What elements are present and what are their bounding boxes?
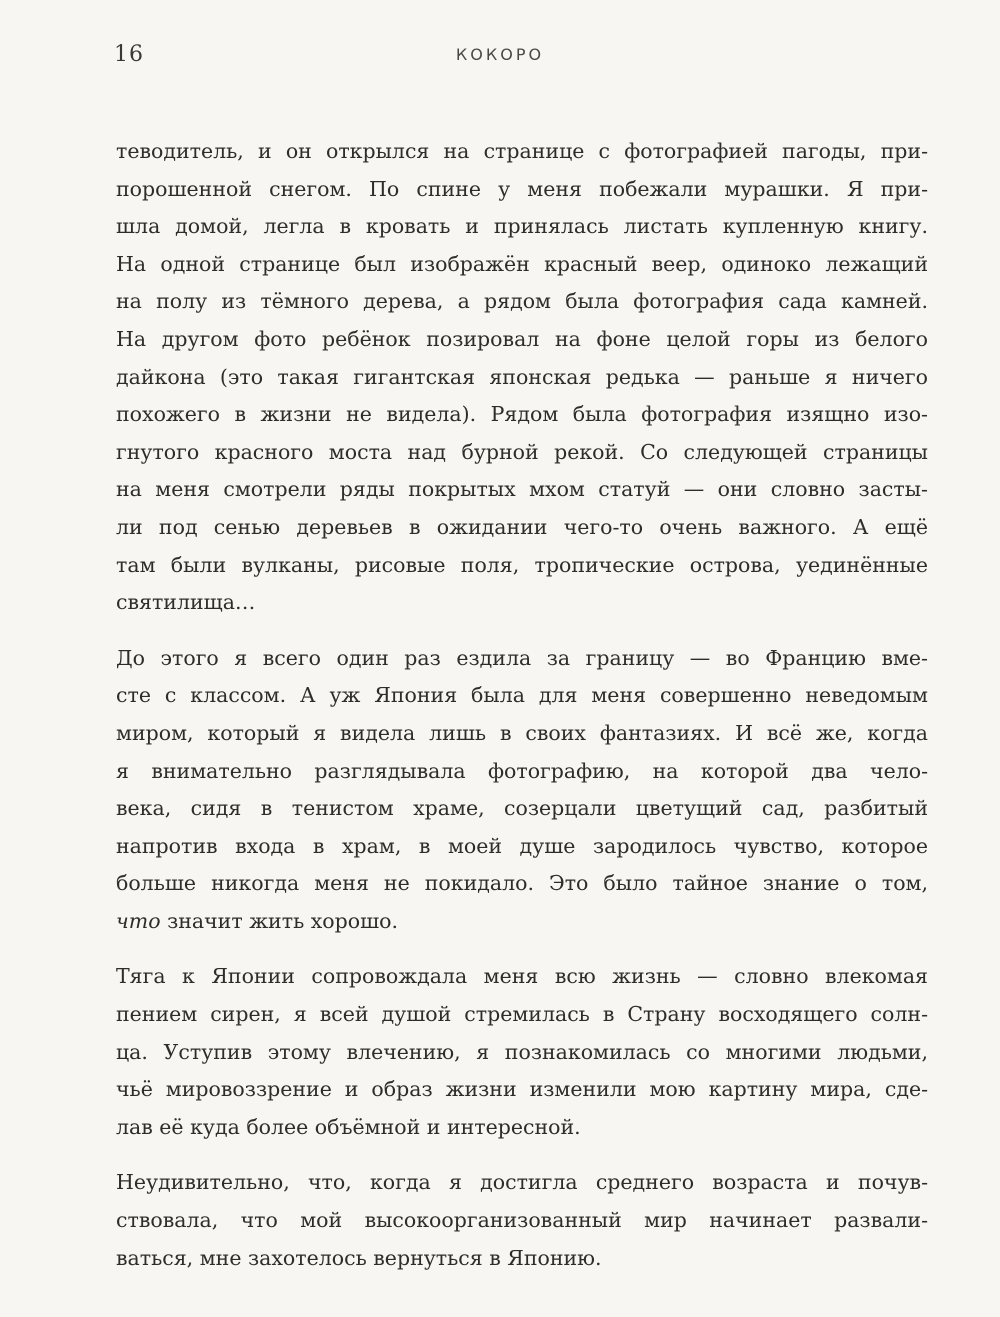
paragraph-2 [116,640,928,941]
text-line: ствовала, что мой высокоорганизованный мир начинает развали- [116,1208,928,1233]
text-line: Неудивительно, что, когда я достигла среднего возраста и почув- [116,1170,928,1195]
running-title: КОКОРО [455,45,545,64]
text-fragment: значит жить хорошо. [160,908,399,933]
text-line: сте с классом. А уж Япония была для меня совершенно неведомым [116,683,928,708]
paragraph-3 [116,958,928,1146]
text-line: на полу из тёмного дерева, а рядом была фотография сада камней. [116,289,928,314]
text-line: гнутого красного моста над бурной рекой. Со следующей страницы [116,439,928,464]
text-line: ваться, мне захотелось вернуться в Японию. [116,1245,602,1270]
text-line: дайкона (это такая гигантская японская редька — раньше я ничего [116,364,928,389]
text-line: пением сирен, я всей душой стремилась в Страну восходящего солн- [116,1002,928,1027]
text-line: святилища… [116,590,256,615]
text-line: Тяга к Японии сопровождала меня всю жизнь — словно влекомая [116,964,928,989]
page-number: 16 [114,42,144,67]
italic-word: что [116,908,161,933]
paragraph-4 [116,1164,928,1277]
text-line: я внимательно разглядывала фотографию, на которой два чело- [116,758,928,783]
text-line: До этого я всего один раз ездила за границу — во Францию вме- [116,645,928,670]
text-line: ли под сенью деревьев в ожидании чего-то очень важного. А ещё [116,514,928,539]
text-line: ца. Уступив этому влечению, я познакомилась со многими людьми, [116,1039,928,1064]
text-line: На другом фото ребёнок позировал на фоне целой горы из белого [116,326,928,351]
text-line: порошенной снегом. По спине у меня побежали мурашки. Я при- [116,176,928,201]
page-header [0,38,1000,78]
body-text [116,133,928,1295]
text-line [116,903,928,941]
text-line: похожего в жизни не видела). Рядом была фотография изящно изо- [116,402,928,427]
text-line: лав её куда более объёмной и интересной. [116,1114,581,1139]
paragraph-1 [116,133,928,622]
text-line: больше никогда меня не покидало. Это было тайное знание о том, [116,871,928,896]
text-line: века, сидя в тенистом храме, созерцали цветущий сад, разбитый [116,796,928,821]
text-line: миром, который я видела лишь в своих фантазиях. И всё же, когда [116,720,928,745]
text-line: на меня смотрели ряды покрытых мхом статуй — они словно засты- [116,477,928,502]
text-line: теводитель, и он открылся на странице с фотографией пагоды, при- [116,139,928,163]
text-line: шла домой, легла в кровать и принялась листать купленную книгу. [116,214,928,239]
text-line: напротив входа в храм, в моей душе зародилось чувство, которое [116,833,928,858]
text-line: На одной странице был изображён красный веер, одиноко лежащий [116,251,928,276]
text-line: чьё мировоззрение и образ жизни изменили мою картину мира, сде- [116,1077,928,1102]
text-line: там были вулканы, рисовые поля, тропические острова, уединённые [116,552,928,577]
